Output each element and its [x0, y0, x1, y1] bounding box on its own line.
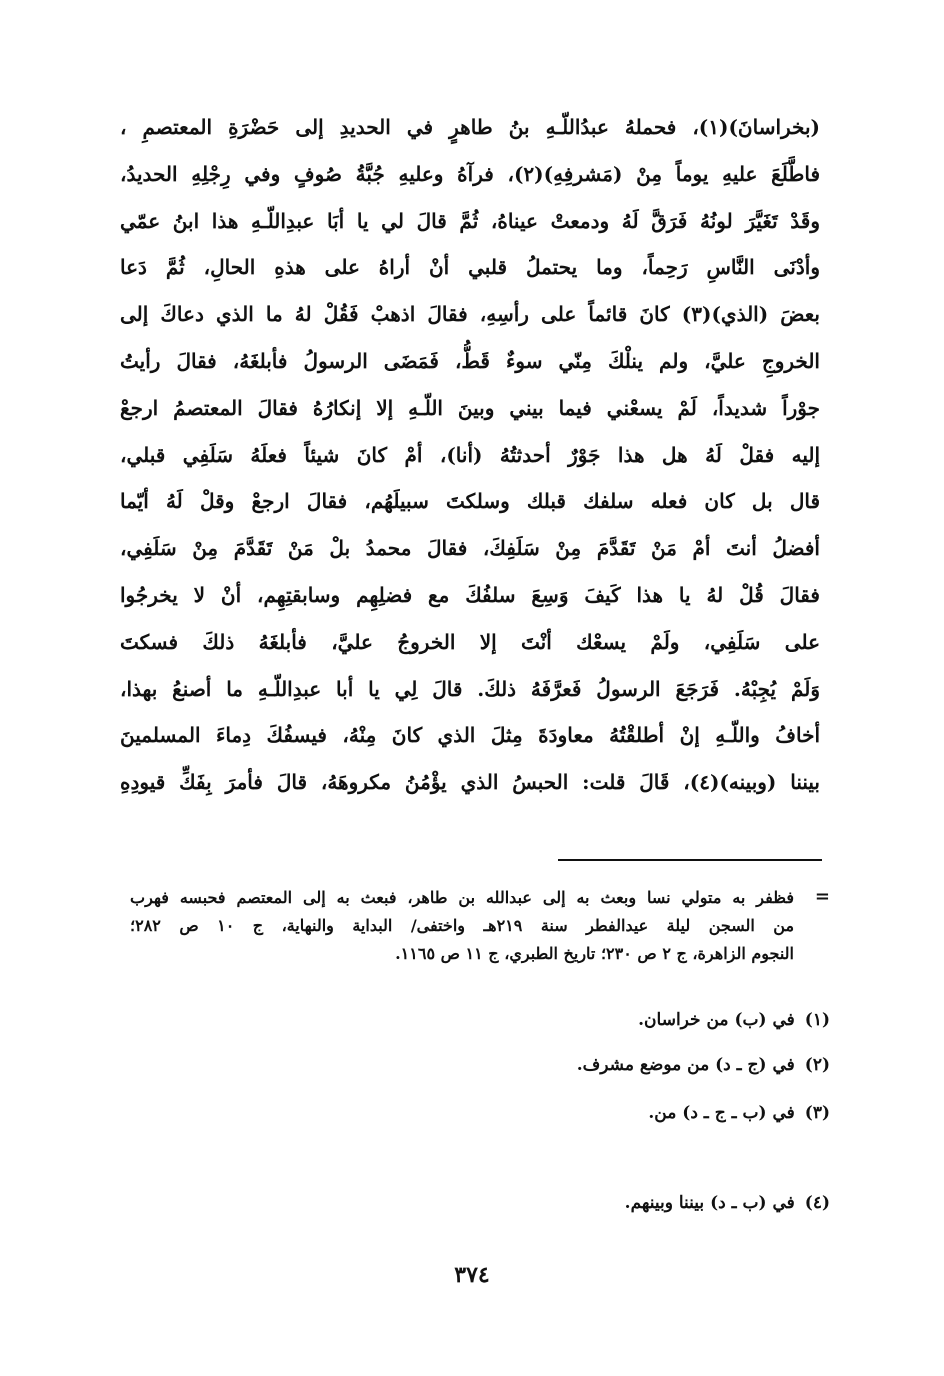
text-line: أخافُ واللّـهِ إنْ أطلقْتُهُ معاودَةَ مِثلَ الذي كانَ مِنْهُ، فيسفُكَ دِماءَ المسلمينَ: [120, 723, 820, 748]
footnote-continuation: [130, 884, 830, 968]
footnote-number: (٢): [804, 1055, 830, 1075]
footnote-text: في (ب ـ د) بيننا وبينهم.: [624, 1193, 795, 1213]
footnote-number: (٤): [804, 1193, 830, 1213]
text-line: وَلَمْ يُجِبْهُ. فَرَجَعَ الرسولُ فَعرَّفَهُ ذلكَ. قالَ لِي يا أبا عبدِاللّـهِ ما أصنعُ بهذا،: [120, 676, 820, 701]
page-number: ٣٧٤: [454, 1262, 490, 1288]
text-line: بيننا (وبينه)(٤)، قَالَ قلت: الحبسُ الذي يؤْمُنُ مكروهَهُ، قالَ فأمرَ بِفَكِّ قيودِهِ: [120, 770, 820, 795]
footnote-line: من السجن ليلة عيدالفطر سنة ٢١٩هـ واختفى/ البداية والنهاية، ج ١٠ ص ٢٨٢؛: [130, 916, 794, 935]
text-line: قال بل كان فعله سلفك قبلك وسلكتَ سبيلَهُم، فقالَ ارجعْ وقلْ لَهُ أيّما: [120, 489, 820, 514]
footnote-item: [577, 1055, 830, 1075]
text-line: فقالَ قُلْ لهُ يا هذا كَيفَ وَسِعَ سلفُكَ مع فضلِهِم وسابقتِهِم، أنْ لا يخرجُوا: [120, 582, 820, 607]
text-line: أفضلُ أنتَ أمْ مَنْ تَقَدَّمَ مِنْ سَلَفِكَ، فقالَ محمدُ بلْ مَنْ تَقَدَّمَ مِنْ سَلَفِي،: [120, 536, 820, 561]
text-line: (بخراسانَ)(١)، فحملهُ عبدُاللّـهِ بنُ طاهرٍ في الحديدِ إلى حَضْرَةِ المعتصمِ ،: [120, 115, 820, 139]
text-line: بعضَ (الذي)(٣) كانَ قائماً على رأسِهِ، فقالَ اذهبْ فَقُلْ لهُ ما الذي دعاكَ إلى: [120, 302, 820, 327]
text-line: جوْراً شديداً، لَمْ يسعْني فيما بيني وبينَ اللّـهِ إلا إنكارُهُ فقالَ المعتصمُ ارجعْ: [120, 395, 820, 420]
footnotes: [130, 884, 830, 1213]
text-line: وقَدْ تَغَيَّرَ لونُهُ فَرَقَّ لَهُ ودمعتْ عيناهُ، ثُمَّ قالَ لي يا أبَا عبدِاللّـهِ هذا ابنُ عمّي: [120, 208, 820, 233]
footnote-item: [648, 1103, 830, 1123]
footnote-number: (٣): [804, 1103, 830, 1123]
continuation-mark: =: [814, 886, 830, 907]
footnote-text: في (ج ـ د) من موضع مشرف.: [576, 1055, 795, 1075]
text-line: على سَلَفِي، ولَمْ يسعْك أنْتَ إلا الخروجُ عليَّ، فأبلغَهُ ذلكَ فسكتَ: [120, 629, 820, 654]
footnote-item: [638, 1010, 830, 1030]
footnote-line: فظفر به متولي نسا وبعث به إلى عبدالله بن طاهر، فبعث به إلى المعتصم فحبسه فهرب: [130, 888, 794, 907]
footnote-text: في (ب) من خراسان.: [638, 1010, 795, 1030]
footnote-line: النجوم الزاهرة، ج ٢ ص ٢٣٠؛ تاريخ الطبري، ج ١١ ص ١١٦٥.: [395, 944, 794, 963]
text-line: وأدْنَى النَّاسِ رَحِماً، وما يحتملُ قلبي أنْ أراهُ على هذهِ الحالِ، ثُمَّ دَعا: [120, 255, 820, 280]
text-line: إليه فقلْ لَهُ هل هذا جَوْرٌ أحدثتُهُ (أنا)، أمْ كانَ شيئاً فعلَهُ سَلَفِي قبلي،: [120, 442, 820, 467]
text-line: فاطَّلَعَ عليهِ يوماً مِنْ (مَشرفِهِ)(٢)، فرآهُ وعليهِ جُبَّةُ صُوفٍ وفي رِجْلِهِ الحديدُ،: [120, 161, 820, 186]
footnote-item: [625, 1193, 830, 1213]
footnote-text: في (ب ـ ج ـ د) من.: [648, 1103, 795, 1123]
text-line: الخروجِ عليَّ، ولم ينلْكَ مِنّي سوءٌ قَطُّ، فَمَضَى الرسولُ فأبلغَهُ، فقالَ رأيتُ: [120, 348, 820, 373]
footnote-divider: [558, 859, 822, 861]
footnote-number: (١): [804, 1010, 830, 1030]
main-text: [120, 104, 820, 806]
